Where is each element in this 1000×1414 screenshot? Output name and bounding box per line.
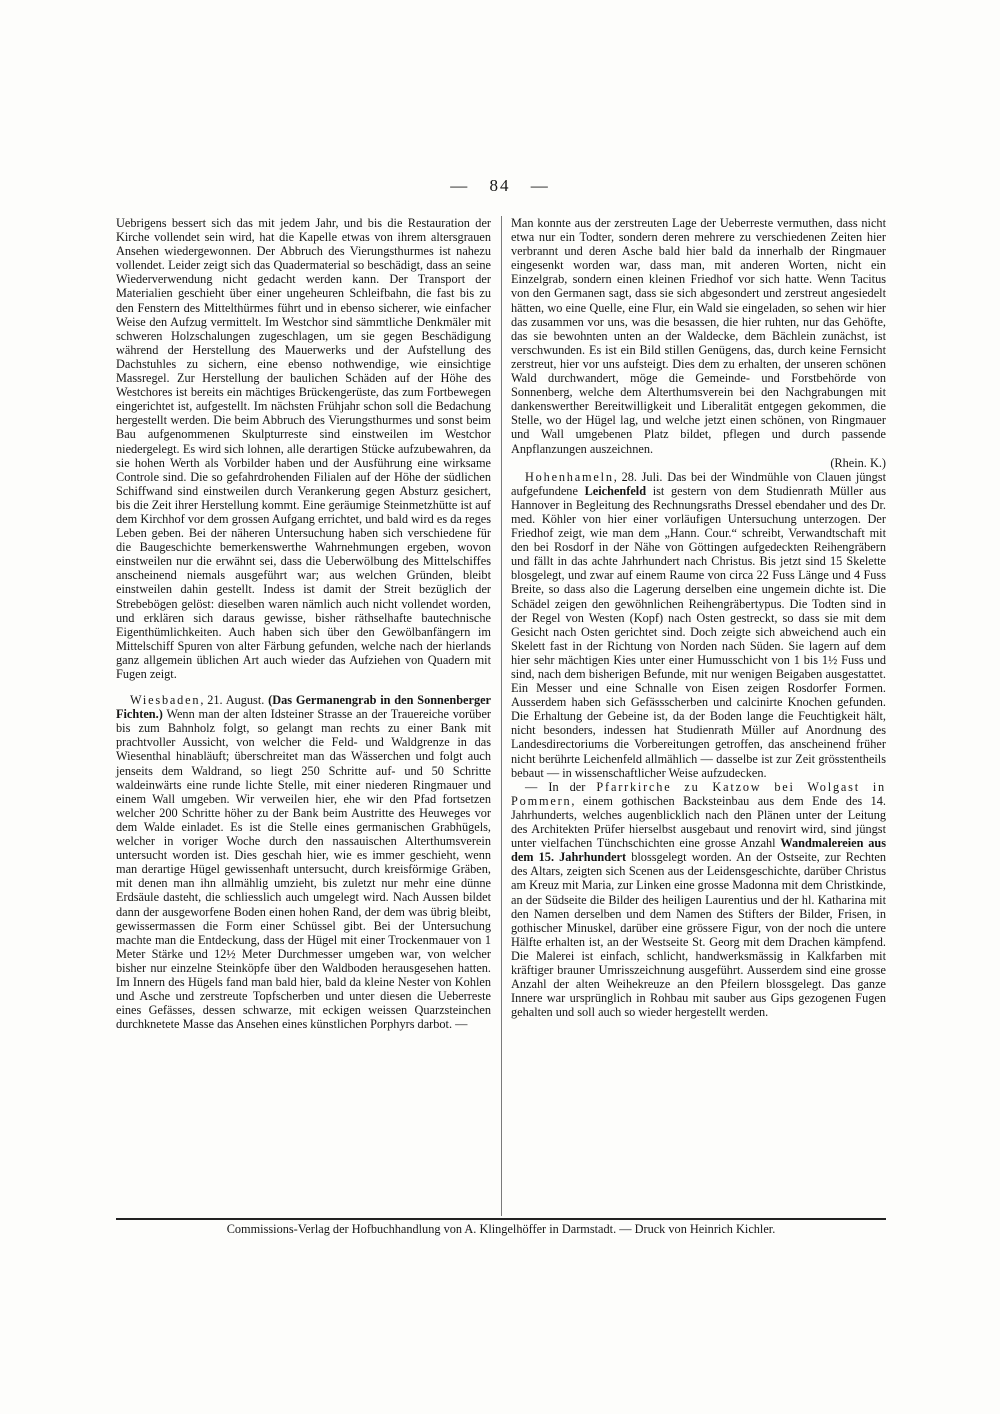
page-number	[0, 176, 1000, 196]
article-wiesbaden-title: (Das Germanengrab in den Sonnenberger Fichten.)	[116, 693, 492, 722]
article-hohenhameln-date: , 28. Juli. Das bei der Windmühle von Clauen jüngst aufgefundene	[511, 469, 886, 498]
article-wiesbaden-text: Wenn man der alten Idsteiner Strasse an der Trauereiche vorüber bis zum Bahnholz folgt, so gelangt man rechts zu einer Bank mit prachtvoller Aussicht, von welcher die Feld- und Waldgrenze in das Wiesenthal hinabläuft; überschreitet man das Wässerchen und folgt auch jenseits dem Waldrand, so liegt 250 Schritte auf- und 50 Schritte waldeinwärts eine runde lichte Stelle, mit einer niederen Ringmauer und einem Wall umgeben. Wir verweilen hier, ehe wir den Pfad fortsetzen welcher 200 Schritte höher zu der Bank beim Austritte des Heuweges vor dem Walde einladet. Es ist die Stelle eines germanischen Grabhügels, welcher in voriger Woche durch den nassauischen Alterthumsverein untersucht worden ist. Dies geschah hier, wie es immer geschieht, wenn man derartige Hügel gewissenhaft untersucht, durch kreisförmige Gräben, mit denen man ihn allmählig umzieht, bis zuletzt nur mehr eine dünne Erdsäule dasteht, die schliesslich auch umgelegt wird. Nach Aussen bildet dann der ausgeworfene Boden einen hohen Rand, der dem was übrig bleibt, gewissermassen die Form einer Schüssel gibt. Bei der Untersuchung machte man die Entdeckung, dass der Hügel mit einer Trockenmauer von 1 Meter Stärke und 12½ Meter Durchmesser umgeben war, von welcher bisher nur einzelne Steinköpfe über den Waldboden herausgesehen hatten. Im Innern des Hügels fand man bald hier, bald da kleine Nester von Kohlen und Asche und zerstreute Topfscherben und unter diesen die Ueberreste eines Gefässes, dessen schwarze, mit eckigen weissen Quarzsteinchen durchknetete Masse das Ansehen eines künstlichen Porphyrs darbot. —	[116, 707, 491, 1032]
left-column	[116, 216, 491, 1031]
article-katzow-bold: Wandmalereien aus dem 15. Jahrhundert	[511, 836, 887, 865]
column-divider	[501, 216, 502, 1216]
article-katzow-text-b: blossgelegt worden. An der Ostseite, zur Rechten des Altars, zeigten sich Scenen aus der Leidensgeschichte, darüber Christus am Kreuz mit Maria, zur Linken eine grosse Madonna mit dem Christkinde, an der Südseite die Bilder des heiligen Laurentius und der hl. Katharina mit den Namen derselben und dem Namen des Stifters der Bilder, Frisen, in gothischer Minuskel, darüber eine grössere Figur, von der noch die untere Hälfte erhalten ist, an der Westseite St. Georg mit dem Drachen kämpfend. Die Malerei ist einfach, schlicht, handwerksmässig in Kalkfarben mit kräftiger brauner Umrisszeichnung ausgeführt. Ausserdem sind eine grosse Anzahl der alten Weihekreuze an den Pfeilern blossgelegt. Das ganze Innere war ursprünglich in Rohbau mit sauber aus Gips gezogenen Fugen gehalten und soll auch so wieder hergestellt werden.	[511, 850, 886, 1020]
page-number-dash-right: —	[530, 176, 550, 195]
article-source-citation: (Rhein. K.)	[830, 455, 886, 470]
article-hohenhameln-paragraph	[511, 470, 886, 780]
article-wiesbaden-place: Wiesbaden	[130, 693, 201, 708]
article-hohenhameln-text: ist gestern von dem Studienrath Müller aus Hannover in Begleitung des Rechnungsraths Dressel ebendaher und des Dr. med. Köhler von hier einer vorläufigen Untersuchung unterzogen. Der Friedhof zeigt, wie man dem „Hann. Cour.“ schreibt, Verwandtschaft mit den bei Rosdorf in der Nähe von Göttingen aufgedeckten Reihengräbern und fällt in das achte Jahrhundert nach Christus. Bis jetzt sind 15 Skelette blosgelegt, und zwar auf einem Raume von circa 22 Fuss Länge und 4 Fuss Breite, so dass also die Lagerung derselben eine ungemein dichte ist. Die Schädel zeigen den gewöhnlichen Reihengräbertypus. Die Todten sind in der Regel von Westen (Kopf) nach Osten gestreckt, so dass sie mit dem Gesicht nach Osten gerichtet sind. Doch zeigte sich abweichend auch ein Skelett fast in der Richtung von Norden nach Süden. Sie lagern auf dem hier sehr mächtigen Kies unter einer Humusschicht von 1 bis 1½ Fuss und sind, nach dem bisherigen Befunde, mit nur wenigen Beigaben ausgestattet. Ein Messer und eine Schnalle von Eisen zeigen Rosdorfer Formen. Ausserdem haben sich Gefässscherben und calcinirte Knochen gefunden. Die Erhaltung der Gebeine ist, da der Boden lange die Feuchtigkeit hält, nicht besonders, indessen hat Studienrath Müller auf Anordnung des Landesdirectoriums die Vorbereitungen getroffen, das anscheinend früher nicht berührte Leichenfeld allmählich — dasselbe ist zur Zeit grösstentheils bebaut — in wissenschaftlicher Weise aufzudecken.	[511, 483, 886, 780]
article-restoration-paragraph: Uebrigens bessert sich das mit jedem Jahr, und bis die Restauration der Kirche vollendet sein wird, hat die Kapelle etwas von ihrem altersgrauen Ansehen wiedergewonnen. Der Abbruch des Vierungsthurmes ist nahezu vollendet. Leider zeigt sich das Quadermaterial so beschädigt, dass an seine Wiederverwendung nicht gedacht werden kann. Der Transport der Materialien geschieht über einer ungeheuren Schleifbahn, die fast bis zu den Fenstern des Mittelthürmes führt und in ebenso sicherer, wie einfacher Weise den Aufzug vermittelt. Im Westchor sind sämmtliche Denkmäler mit schweren Holzschalungen zugeschlagen, um sie gegen Beschädigung während der Herstellung des Mauerwerks und der Aufstellung des Dachstuhles zu sichern, eine ebenso nothwendige, wie einsichtige Massregel. Zur Herstellung der baulichen Schäden auf der Höhe des Westchores ist bereits ein mächtiges Brückengerüste, das zum Fortbewegen eingerichtet ist, aufgestellt. Im nächsten Frühjahr schon soll die Bedachung hergestellt werden. Die beim Abbruch des Vierungsthurmes und sonst beim Bau aufgenommenen Skulpturreste sind einstweilen im Westchor niedergelegt. Es wird sich lohnen, alle derartigen Stücke aufzubewahren, da sie hohen Werth als Vorbilder haben und der Ausführung eine wirksame Controle sind. Die so gefahrdrohenden Filialen auf der Höhe der südlichen Schiffwand sind einstweilen durch Verankerung gegen Absturz gesichert, bis die Zeit ihrer Herstellung kommt. Eine geräumige Steinmetzhütte ist auf dem Kirchhof vor dem grossen Aufgang errichtet, und bald wird es da reges Leben geben. Bei der näheren Untersuchung haben sich verschiedene für die Baugeschichte bemerkenswerthe Wahrnehmungen ergeben, wovon einstweilen nur die erwähnt sei, dass die Ueberwölbung des Mittelschiffes anscheinend niemals ausgeführt war; aus welchen Gründen, bleibt einstweilen dahin gestellt. Indess ist damit der Streit bezüglich der Strebebögen gelöst: dieselben waren nämlich auch nicht vollendet worden, und erklären sich daraus gewisse, bisher räthselhafte bautechnische Eigenthümlichkeiten. Auch haben sich über den Gewölbanfängern im Mittelschiff Spuren von alter Färbung gefunden, welche nach der hierlands ganz allgemein üblichen Art auch wieder das Aufziehen von Quadern mit Fugen zeigt.	[116, 216, 491, 681]
article-katzow-paragraph	[511, 780, 886, 1020]
footer-rule	[116, 1218, 886, 1220]
article-wiesbaden-date: , 21. August.	[200, 693, 269, 708]
page-number-dash-left: —	[450, 176, 470, 195]
right-column	[511, 216, 886, 1019]
article-katzow-lead: — In der	[525, 779, 597, 794]
article-hohenhameln-bold: Leichenfeld	[584, 483, 647, 498]
article-hohenhameln-place: Hohenhameln	[525, 469, 614, 484]
article-tacitus-paragraph: Man konnte aus der zerstreuten Lage der Ueberreste vermuthen, dass nicht etwa nur ein Todter, sondern deren mehrere zu verschiedenen Zeiten hier verbrannt und deren Asche bald hier bald da innerhalb der Ringmauer eingesenkt worden war, dass man, mit anderen Worten, nicht ein Einzelgrab, sondern einen kleinen Friedhof vor sich hatte. Wenn Tacitus von den Germanen sagt, dass sie sich abgesondert und zerstreut angesiedelt hätten, wo eine Quelle, eine Flur, ein Wald sie eingeladen, so sehen wir hier das zusammen vor uns, was die besassen, die hier ruhten, nur das Gehöfte, das sie bewohnten unten an der Waldecke, dem Bächlein zunächst, ist verschwunden. Es ist ein Bild stillen Genügens, das, durch keine Fernsicht zerstreut, hier vor uns aufsteigt. Dies dem zu erhalten, der unseren schönen Wald durchwandert, möge die Gemeinde- und Forstbehörde von Sonnenberg, welche dem Alterthumsverein bei den Nachgrabungen mit dankenswerther Bereitwilligkeit und Liberalität entgegen gekommen, die Stelle, wo der Hügel lag, und welche jetzt einen schönen, von Ringmauer und Wall umgebenen Platz bildet, pflegen und durch passende Anpflanzungen auszeichnen.	[511, 216, 886, 456]
article-katzow-text-a: , einem gothischen Backsteinbau aus dem Ende des 14. Jahrhunderts, welches augenblicklich nach den Plänen unter der Leitung des Architekten Prüfer hierselbst ausgebaut und renovirt wird, sind jüngst unter vielfachen Tünchschichten eine grosse Anzahl	[511, 793, 886, 851]
publisher-footer: Commissions-Verlag der Hofbuchhandlung von A. Klingelhöffer in Darmstadt. — Druck von Heinrich Kichler.	[226, 1222, 776, 1236]
page-number-value: 84	[489, 176, 511, 195]
article-wiesbaden-paragraph	[116, 693, 491, 1031]
article-katzow-place: Pfarrkirche zu Katzow bei Wolgast in Pommern	[511, 779, 886, 808]
